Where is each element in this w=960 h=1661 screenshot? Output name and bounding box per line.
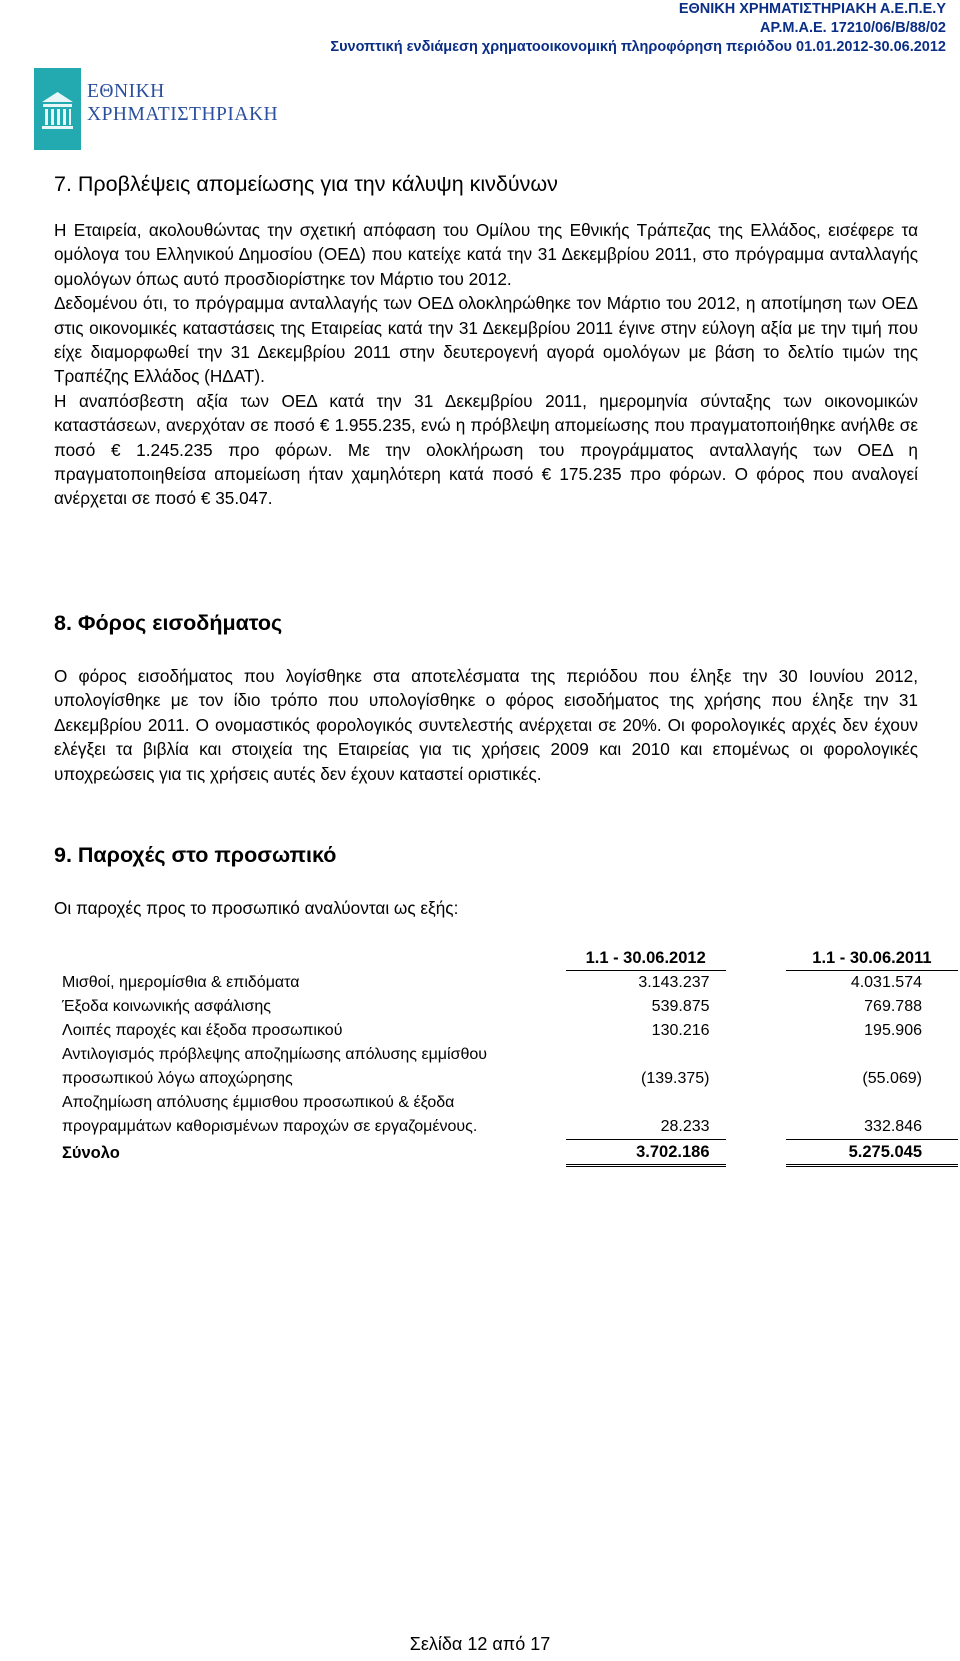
column-header-2011: 1.1 - 30.06.2011 [786, 946, 958, 971]
document-header [330, 0, 946, 57]
table-total-row [62, 1139, 958, 1165]
section-8-paragraph: Ο φόρος εισοδήματος που λογίσθηκε στα αποτελέσματα της περιόδου που έληξε την 30 Ιουνίου 2012, υπολογίσθηκε με τον ίδιο τρόπο που υπολογίσθηκε ο φόρος εισοδήματος της χρήσης που έληξε την 31 Δεκεμβρίου 2011. Ο ονομαστικός φορολογικός συντελεστής ανέρχεται σε 20%. Οι φορολογικές αρχές δεν έχουν ελέγξει τα βιβλία και στοιχεία της Εταιρείας για τις χρήσεις 2009 και 2010 και επομένως οι φορολογικές υποχρεώσεις για τις χρήσεις αυτές δεν έχουν καταστεί οριστικές. [54, 666, 918, 784]
section-7-body [54, 218, 918, 511]
logo-building-icon [34, 68, 81, 150]
value-2011: 769.788 [864, 998, 922, 1015]
section-7-paragraph-3: Η αναπόσβεστη αξία των ΟΕΔ κατά την 31 Δεκεμβρίου 2011, ημερομηνία σύνταξης των οικονομικών καταστάσεων, ανερχόταν σε ποσό € 1.955.235, ενώ η πρόβλεψη απομείωσης που πραγματοποιήθηκε ανήλθε σε ποσό € 1.245.235 προ φόρων. Με την ολοκλήρωση του προγράμματος ανταλλαγής των ΟΕΔ η πραγματοποιηθείσα απομείωση ήταν χαμηλότερη κατά ποσό € 175.235 προ φόρων. Ο φόρος που αναλογεί ανέρχεται σε ποσό € 35.047. [54, 390, 918, 509]
value-2011: 332.846 [864, 1117, 922, 1135]
header-company: ΕΘΝΙΚΗ ΧΡΗΜΑΤΙΣΤΗΡΙΑΚΗ Α.Ε.Π.Ε.Υ [678, 1, 946, 17]
logo-wordmark: ΕΘΝΙΚΗ ΧΡΗΜΑΤΙΣΤΗΡΙΑΚΗ [87, 81, 279, 125]
table-row [62, 995, 958, 1019]
row-label: Αντιλογισμός πρόβλεψης αποζημίωσης απόλυσης εμμίσθου προσωπικού λόγω αποχώρησης [62, 1046, 487, 1087]
value-2011: 4.031.574 [850, 974, 922, 991]
staff-costs-table [62, 946, 958, 1167]
section-9-intro: Οι παροχές προς το προσωπικό αναλύονται ως εξής: [54, 898, 459, 918]
row-label: Μισθοί, ημερομίσθια & επιδόματα [62, 974, 300, 991]
total-2011: 5.275.045 [786, 1139, 958, 1165]
total-2012: 3.702.186 [566, 1139, 726, 1165]
value-2012: 539.875 [651, 998, 710, 1015]
column-header-2012: 1.1 - 30.06.2012 [566, 946, 726, 971]
section-7-paragraph-1: Η Εταιρεία, ακολουθώντας την σχετική απόφαση του Ομίλου της Εθνικής Τράπεζας της Ελλάδος, εισέφερε τα ομόλογα του Ελληνικού Δημοσίου (ΟΕΔ) που κατείχε κατά την 31 Δεκεμβρίου 2011, στο πρόγραμμα ανταλλαγής ομολόγων όπως αυτό προσδιορίστηκε τον Μάρτιο του 2012. [54, 220, 918, 289]
table-row [62, 1043, 958, 1091]
total-label: Σύνολο [62, 1144, 120, 1162]
header-report-title: Συνοπτική ενδιάμεση χρηματοοικονομική πληροφόρηση περιόδου 01.01.2012-30.06.2012 [330, 39, 946, 55]
section-8-title: 8. Φόρος εισοδήματος [54, 611, 283, 635]
value-2012: 130.216 [651, 1022, 710, 1039]
section-7-title: 7. Προβλέψεις απομείωσης για την κάλυψη κινδύνων [54, 172, 558, 196]
table-row [62, 1019, 958, 1043]
value-2011: (55.069) [862, 1070, 922, 1087]
header-registration: ΑΡ.Μ.Α.Ε. 17210/06/Β/88/02 [760, 20, 946, 36]
row-label: Αποζημίωση απόλυσης έμμισθου προσωπικού & έξοδα προγραμμάτων καθορισμένων παροχών σε εργαζομένους. [62, 1094, 478, 1135]
section-9-title: 9. Παροχές στο προσωπικό [54, 843, 337, 867]
row-label: Έξοδα κοινωνικής ασφάλισης [62, 998, 271, 1015]
page-number: Σελίδα 12 από 17 [409, 1634, 551, 1654]
value-2012: (139.375) [641, 1070, 710, 1087]
value-2011: 195.906 [864, 1022, 922, 1039]
row-label: Λοιπές παροχές και έξοδα προσωπικού [62, 1022, 343, 1039]
section-8-body [54, 664, 918, 786]
table-row [62, 1091, 958, 1139]
section-7-paragraph-2: Δεδομένου ότι, το πρόγραμμα ανταλλαγής των ΟΕΔ ολοκληρώθηκε τον Μάρτιο του 2012, η αποτίμηση των ΟΕΔ στις οικονομικές καταστάσεις της Εταιρείας κατά την 31 Δεκεμβρίου 2011 έγινε στην εύλογη αξία με την τιμή που είχε διαμορφωθεί την 31 Δεκεμβρίου 2011 στην δευτερογενή αγορά ομολόγων με βάση το δελτίο τιμών της Τραπέζης Ελλάδος (ΗΔΑΤ). [54, 293, 918, 387]
value-2012: 3.143.237 [638, 974, 710, 991]
value-2012: 28.233 [660, 1117, 710, 1135]
table-header-row [62, 946, 958, 971]
company-logo [34, 68, 294, 150]
table-row [62, 971, 958, 996]
